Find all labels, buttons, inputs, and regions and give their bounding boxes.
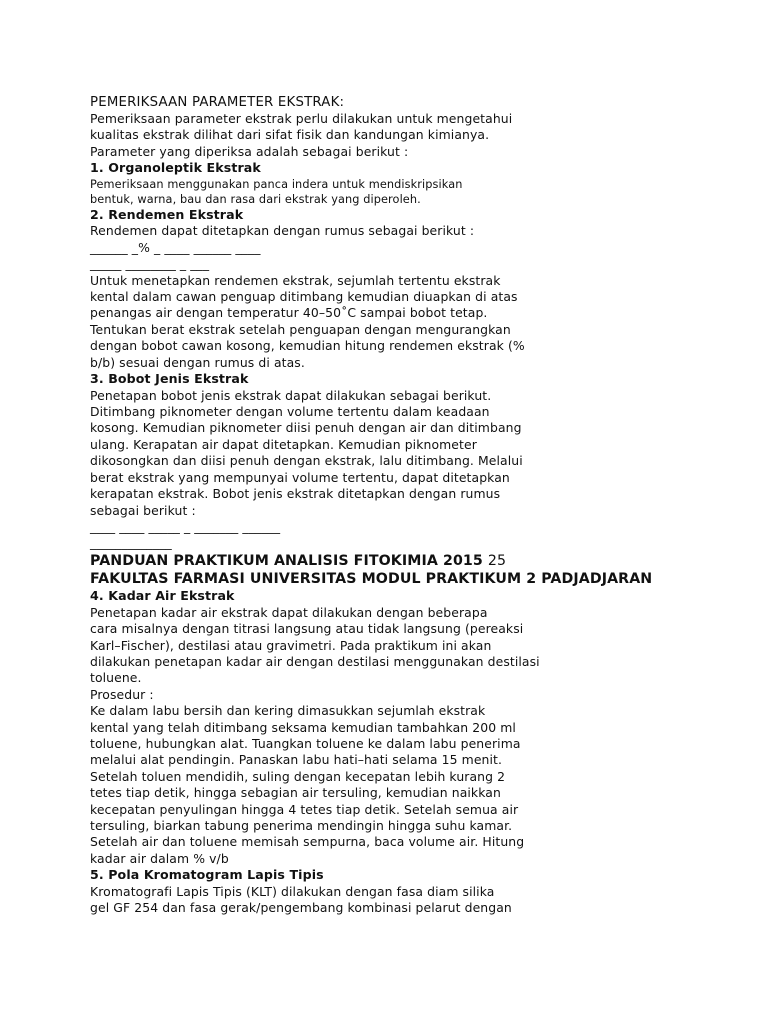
bobot-jenis-line: kerapatan ekstrak. Bobot jenis ekstrak ditetapkan dengan rumus <box>90 486 501 502</box>
kadar-air-line: Ke dalam labu bersih dan kering dimasukkan sejumlah ekstrak <box>90 703 486 719</box>
bobot-jenis-line: sebagai berikut : <box>90 502 196 518</box>
page-number: 25 <box>487 552 507 569</box>
organoleptik-line: bentuk, warna, bau dan rasa dari ekstrak yang diperoleh. <box>90 192 421 206</box>
kadar-air-line: kadar air dalam % v/b <box>90 850 229 866</box>
kadar-air-line: melalui alat pendingin. Panaskan labu hati–hati selama 15 menit. <box>90 752 503 768</box>
bobot-jenis-formula-denominator: _____________ <box>90 535 172 551</box>
rendemen-formula-numerator: ______ _% _ ____ ______ ____ <box>90 239 261 255</box>
rendemen-line: b/b) sesuai dengan rumus di atas. <box>90 354 305 370</box>
klt-line: Kromatografi Lapis Tipis (KLT) dilakukan dengan fasa diam silika <box>90 883 495 899</box>
kadar-air-line: tetes tiap detik, hingga sebagian air tersuling, kemudian naikkan <box>90 785 501 801</box>
kadar-air-line: dilakukan penetapan kadar air dengan destilasi menggunakan destilasi <box>90 653 540 669</box>
page-title: PEMERIKSAAN PARAMETER EKSTRAK: <box>90 95 345 110</box>
intro-line: kualitas ekstrak dilihat dari sifat fisik dan kandungan kimianya. <box>90 127 490 143</box>
kadar-air-line: Setelah toluen mendidih, suling dengan kecepatan lebih kurang 2 <box>90 768 506 784</box>
kadar-air-line: kecepatan penyulingan hingga 4 tetes tiap detik. Setelah semua air <box>90 801 519 817</box>
kadar-air-line: Penetapan kadar air ekstrak dapat dilakukan dengan beberapa <box>90 604 488 620</box>
intro-line: Pemeriksaan parameter ekstrak perlu dilakukan untuk mengetahui <box>90 111 513 126</box>
rendemen-line: kental dalam cawan penguap ditimbang kemudian diuapkan di atas <box>90 289 518 305</box>
kadar-air-line: cara misalnya dengan titrasi langsung atau tidak langsung (pereaksi <box>90 621 524 637</box>
rendemen-line: Untuk menetapkan rendemen ekstrak, sejumlah tertentu ekstrak <box>90 272 501 288</box>
bobot-jenis-formula-numerator: ____ ____ _____ _ _______ ______ <box>90 518 281 534</box>
section-heading-organoleptik: 1. Organoleptik Ekstrak <box>90 160 261 176</box>
section-heading-kadar-air: 4. Kadar Air Ekstrak <box>90 588 235 604</box>
kadar-air-line: Setelah air dan toluene memisah sempurna, baca volume air. Hitung <box>90 834 525 850</box>
rendemen-line: Rendemen dapat ditetapkan dengan rumus sebagai berikut : <box>90 223 475 239</box>
organoleptik-line: Pemeriksaan menggunakan panca indera untuk mendiskripsikan <box>90 177 463 191</box>
kadar-air-line: Karl–Fischer), destilasi atau gravimetri. Pada praktikum ini akan <box>90 637 492 653</box>
section-heading-rendemen: 2. Rendemen Ekstrak <box>90 206 244 222</box>
kadar-air-line: kental yang telah ditimbang seksama kemudian tambahkan 200 ml <box>90 719 516 735</box>
bobot-jenis-line: Penetapan bobot jenis ekstrak dapat dilakukan sebagai berikut. <box>90 387 492 403</box>
rendemen-line: Tentukan berat ekstrak setelah penguapan dengan mengurangkan <box>90 321 511 337</box>
kadar-air-line: toluene, hubungkan alat. Tuangkan toluene ke dalam labu penerima <box>90 735 521 751</box>
bobot-jenis-line: berat ekstrak yang mempunyai volume tertentu, dapat ditetapkan <box>90 469 510 485</box>
rendemen-line: dengan bobot cawan kosong, kemudian hitung rendemen ekstrak (% <box>90 338 525 354</box>
kadar-air-line: tersuling, biarkan tabung penerima mendingin hingga suhu kamar. <box>90 818 513 833</box>
footer-line-2: FAKULTAS FARMASI UNIVERSITAS MODUL PRAKTIKUM 2 PADJADJARAN <box>90 570 653 587</box>
section-heading-bobot-jenis: 3. Bobot Jenis Ekstrak <box>90 371 249 387</box>
prosedur-label: Prosedur : <box>90 686 154 702</box>
klt-line: gel GF 254 dan fasa gerak/pengembang kombinasi pelarut dengan <box>90 900 512 916</box>
bobot-jenis-line: ulang. Kerapatan air dapat ditetapkan. Kemudian piknometer <box>90 436 477 452</box>
intro-line: Parameter yang diperiksa adalah sebagai berikut : <box>90 143 409 159</box>
bobot-jenis-line: Ditimbang piknometer dengan volume tertentu dalam keadaan <box>90 404 490 420</box>
rendemen-formula-denominator: _____ ________ _ ___ <box>90 256 210 272</box>
kadar-air-line: toluene. <box>90 670 142 686</box>
footer-line-1: PANDUAN PRAKTIKUM ANALISIS FITOKIMIA 2015 25 <box>90 552 507 569</box>
bobot-jenis-line: kosong. Kemudian piknometer diisi penuh dengan air dan ditimbang <box>90 420 522 436</box>
rendemen-line: penangas air dengan temperatur 40–50˚C sampai bobot tetap. <box>90 305 488 321</box>
section-heading-klt: 5. Pola Kromatogram Lapis Tipis <box>90 867 324 883</box>
document-page <box>90 94 710 917</box>
bobot-jenis-line: dikosongkan dan diisi penuh dengan ekstrak, lalu ditimbang. Melalui <box>90 453 523 469</box>
